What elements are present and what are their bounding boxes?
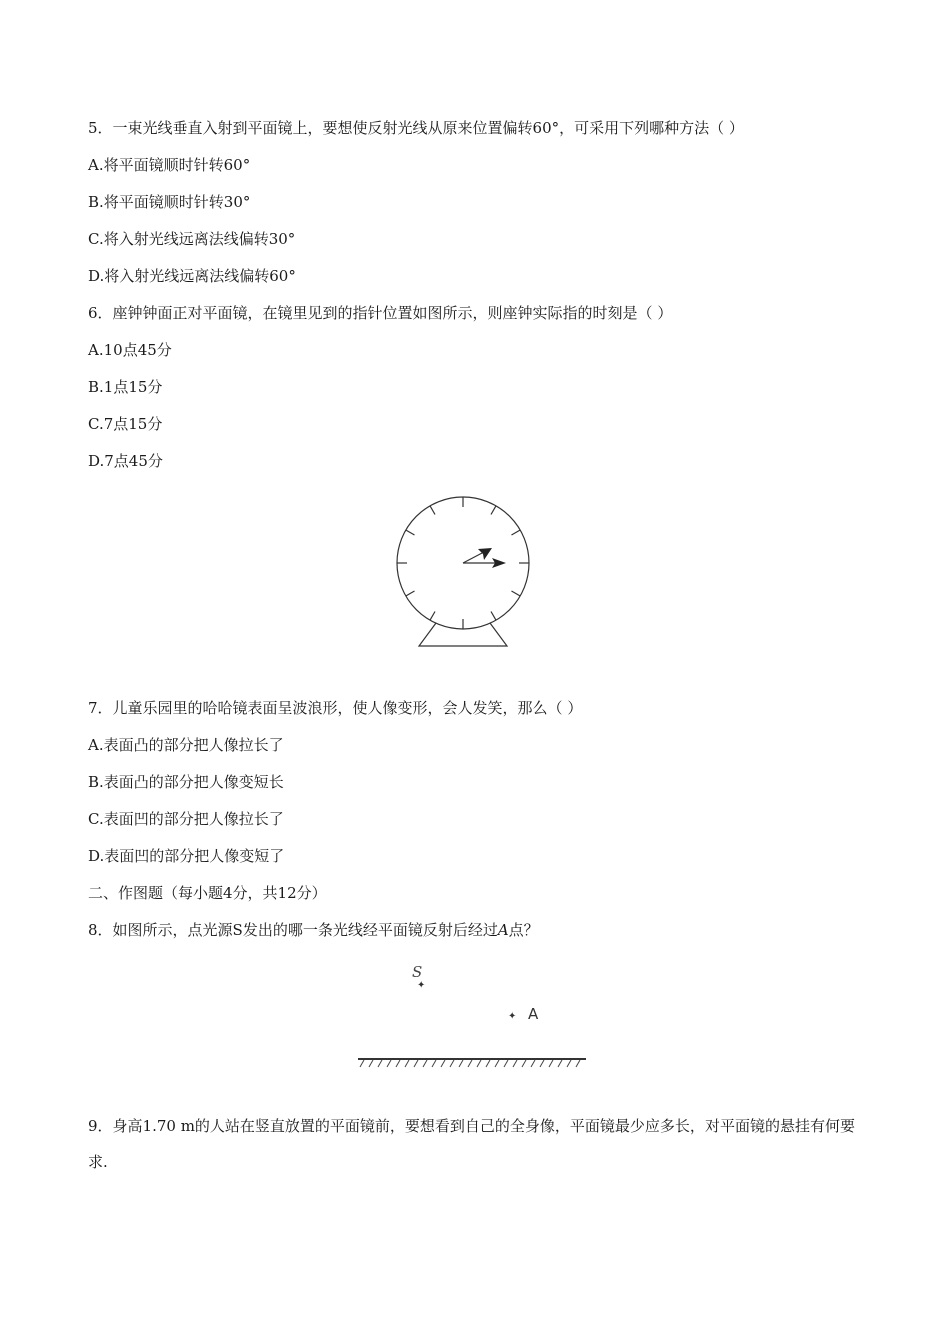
question-7-option-b: B.表面凸的部分把人像变短长	[88, 773, 284, 791]
question-5-option-c: C.将入射光线远离法线偏转30°	[88, 230, 296, 248]
question-9-stem: 9．身高1.70 m的人站在竖直放置的平面镜前，要想看到自己的全身像，平面镜最少应多长，对平面镜的悬挂有何要求.	[88, 1117, 855, 1171]
plane-mirror-figure	[350, 955, 595, 1075]
label-a: A	[528, 1005, 539, 1023]
point-s-marker: ✦	[417, 980, 426, 991]
label-s: S	[412, 963, 423, 981]
question-5-option-d: D.将入射光线远离法线偏转60°	[88, 267, 296, 285]
section-2-heading: 二、作图题（每小题4分，共12分）	[88, 884, 327, 902]
question-6-option-d: D.7点45分	[88, 452, 163, 470]
question-5-option-a: A.将平面镜顺时针转60°	[88, 156, 251, 174]
point-a-marker: ✦	[508, 1011, 517, 1022]
mirror-hatching	[360, 1060, 580, 1067]
question-7-option-a: A.表面凸的部分把人像拉长了	[88, 736, 284, 754]
question-7-option-c: C.表面凹的部分把人像拉长了	[88, 810, 284, 828]
question-6-option-a: A.10点45分	[88, 341, 172, 359]
question-5-option-b: B.将平面镜顺时针转30°	[88, 193, 251, 211]
question-8-point-a-italic: A	[497, 921, 509, 939]
hour-hand	[463, 552, 484, 563]
question-5-stem: 5．一束光线垂直入射到平面镜上，要想使反射光线从原来位置偏转60°，可采用下列哪种方法（ ）	[88, 119, 744, 137]
question-8-stem-after: 点？	[508, 921, 539, 939]
question-8-stem-before: 8．如图所示，点光源S发出的哪一条光线经平面镜反射后经过	[88, 921, 498, 939]
question-6-stem: 6．座钟钟面正对平面镜，在镜里见到的指针位置如图所示，则座钟实际指的时刻是（ ）	[88, 304, 673, 322]
question-8-stem	[88, 920, 539, 940]
mirror-clock-figure	[388, 490, 538, 650]
question-6-option-b: B.1点15分	[88, 378, 163, 396]
question-6-option-c: C.7点15分	[88, 415, 163, 433]
question-7-option-d: D.表面凹的部分把人像变短了	[88, 847, 285, 865]
question-7-stem: 7．儿童乐园里的哈哈镜表面呈波浪形，使人像变形，会人发笑，那么（ ）	[88, 699, 583, 717]
